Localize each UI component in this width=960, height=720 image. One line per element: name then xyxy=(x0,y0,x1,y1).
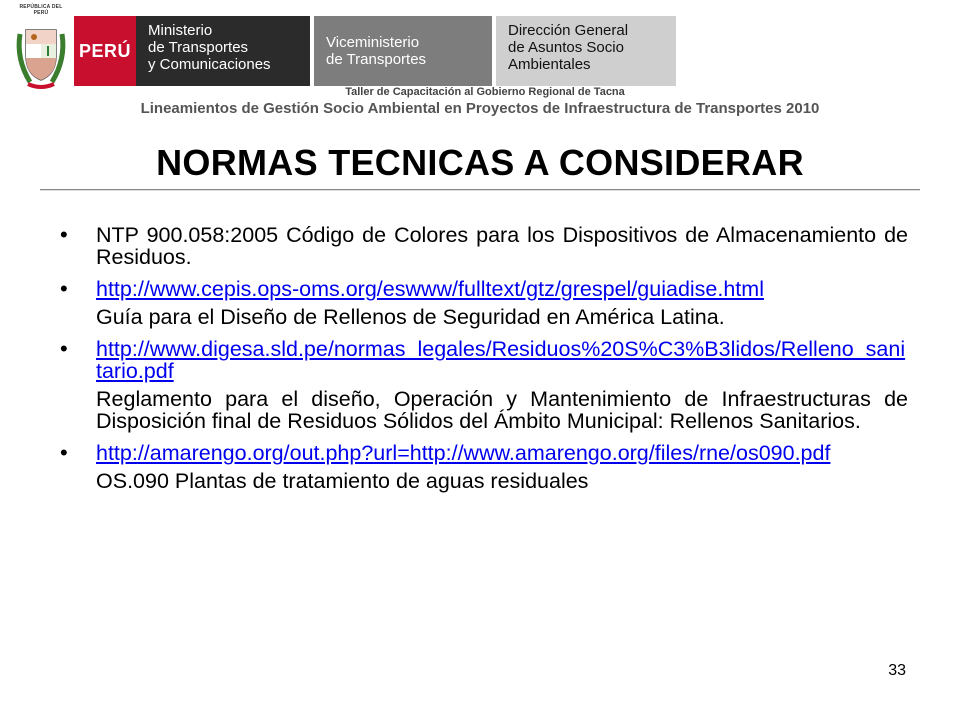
ministry-line-2: de Transportes xyxy=(148,39,249,56)
ministry-line-3: y Comunicaciones xyxy=(148,56,271,73)
list-item xyxy=(60,338,908,432)
direction-line-1: Dirección General xyxy=(508,22,629,39)
workshop-subtitle: Taller de Capacitación al Gobierno Regional de Tacna xyxy=(345,86,625,98)
bullet-icon: • xyxy=(60,222,68,247)
crest-label: REPÚBLICA DEL PERÚ xyxy=(19,4,63,16)
norm-link[interactable]: http://amarengo.org/out.php?url=http://www.amarengo.org/files/rne/os090.pdf xyxy=(96,441,831,465)
list-item xyxy=(60,224,908,268)
peru-label: PERÚ xyxy=(78,40,131,61)
page-number: 33 xyxy=(888,662,906,679)
ministry-logo xyxy=(136,16,310,86)
norm-description: Reglamento para el diseño, Operación y Mantenimiento de Infraestructuras de Disposición final de Residuos Sólidos del Ámbito Municipal: Rellenos Sanitarios. xyxy=(96,387,908,433)
viceministry-line-2: de Transportes xyxy=(326,51,427,68)
bullet-icon: • xyxy=(60,336,68,361)
bullet-icon: • xyxy=(60,276,68,301)
slide-title: NORMAS TECNICAS A CONSIDERAR xyxy=(156,142,804,183)
coat-of-arms-icon xyxy=(12,4,70,94)
norm-link[interactable]: http://www.cepis.ops-oms.org/eswww/fulltext/gtz/grespel/guiadise.html xyxy=(96,277,764,301)
norms-list xyxy=(60,224,908,502)
viceministry-line-1: Viceministerio xyxy=(326,34,420,51)
norm-text: NTP 900.058:2005 Código de Colores para los Dispositivos de Almacenamiento de Residuos. xyxy=(96,223,908,269)
ministry-line-1: Ministerio xyxy=(148,22,213,39)
coat-of-arms-logo xyxy=(12,4,70,94)
title-divider xyxy=(40,189,920,191)
bullet-icon: • xyxy=(60,440,68,465)
direction-logo xyxy=(496,16,676,86)
norm-description: Guía para el Diseño de Rellenos de Seguridad en América Latina. xyxy=(96,305,725,329)
norm-description: OS.090 Plantas de tratamiento de aguas residuales xyxy=(96,469,589,493)
viceministry-logo xyxy=(314,16,492,86)
direction-line-3: Ambientales xyxy=(508,56,591,73)
list-item xyxy=(60,442,908,492)
norm-link[interactable]: http://www.digesa.sld.pe/normas_legales/Residuos%20S%C3%B3lidos/Relleno_sanitario.pdf xyxy=(96,337,906,383)
direction-line-2: de Asuntos Socio xyxy=(508,39,624,56)
guidelines-subtitle: Lineamientos de Gestión Socio Ambiental en Proyectos de Infraestructura de Transportes 2010 xyxy=(140,100,820,117)
peru-logo xyxy=(74,16,136,86)
list-item xyxy=(60,278,908,328)
